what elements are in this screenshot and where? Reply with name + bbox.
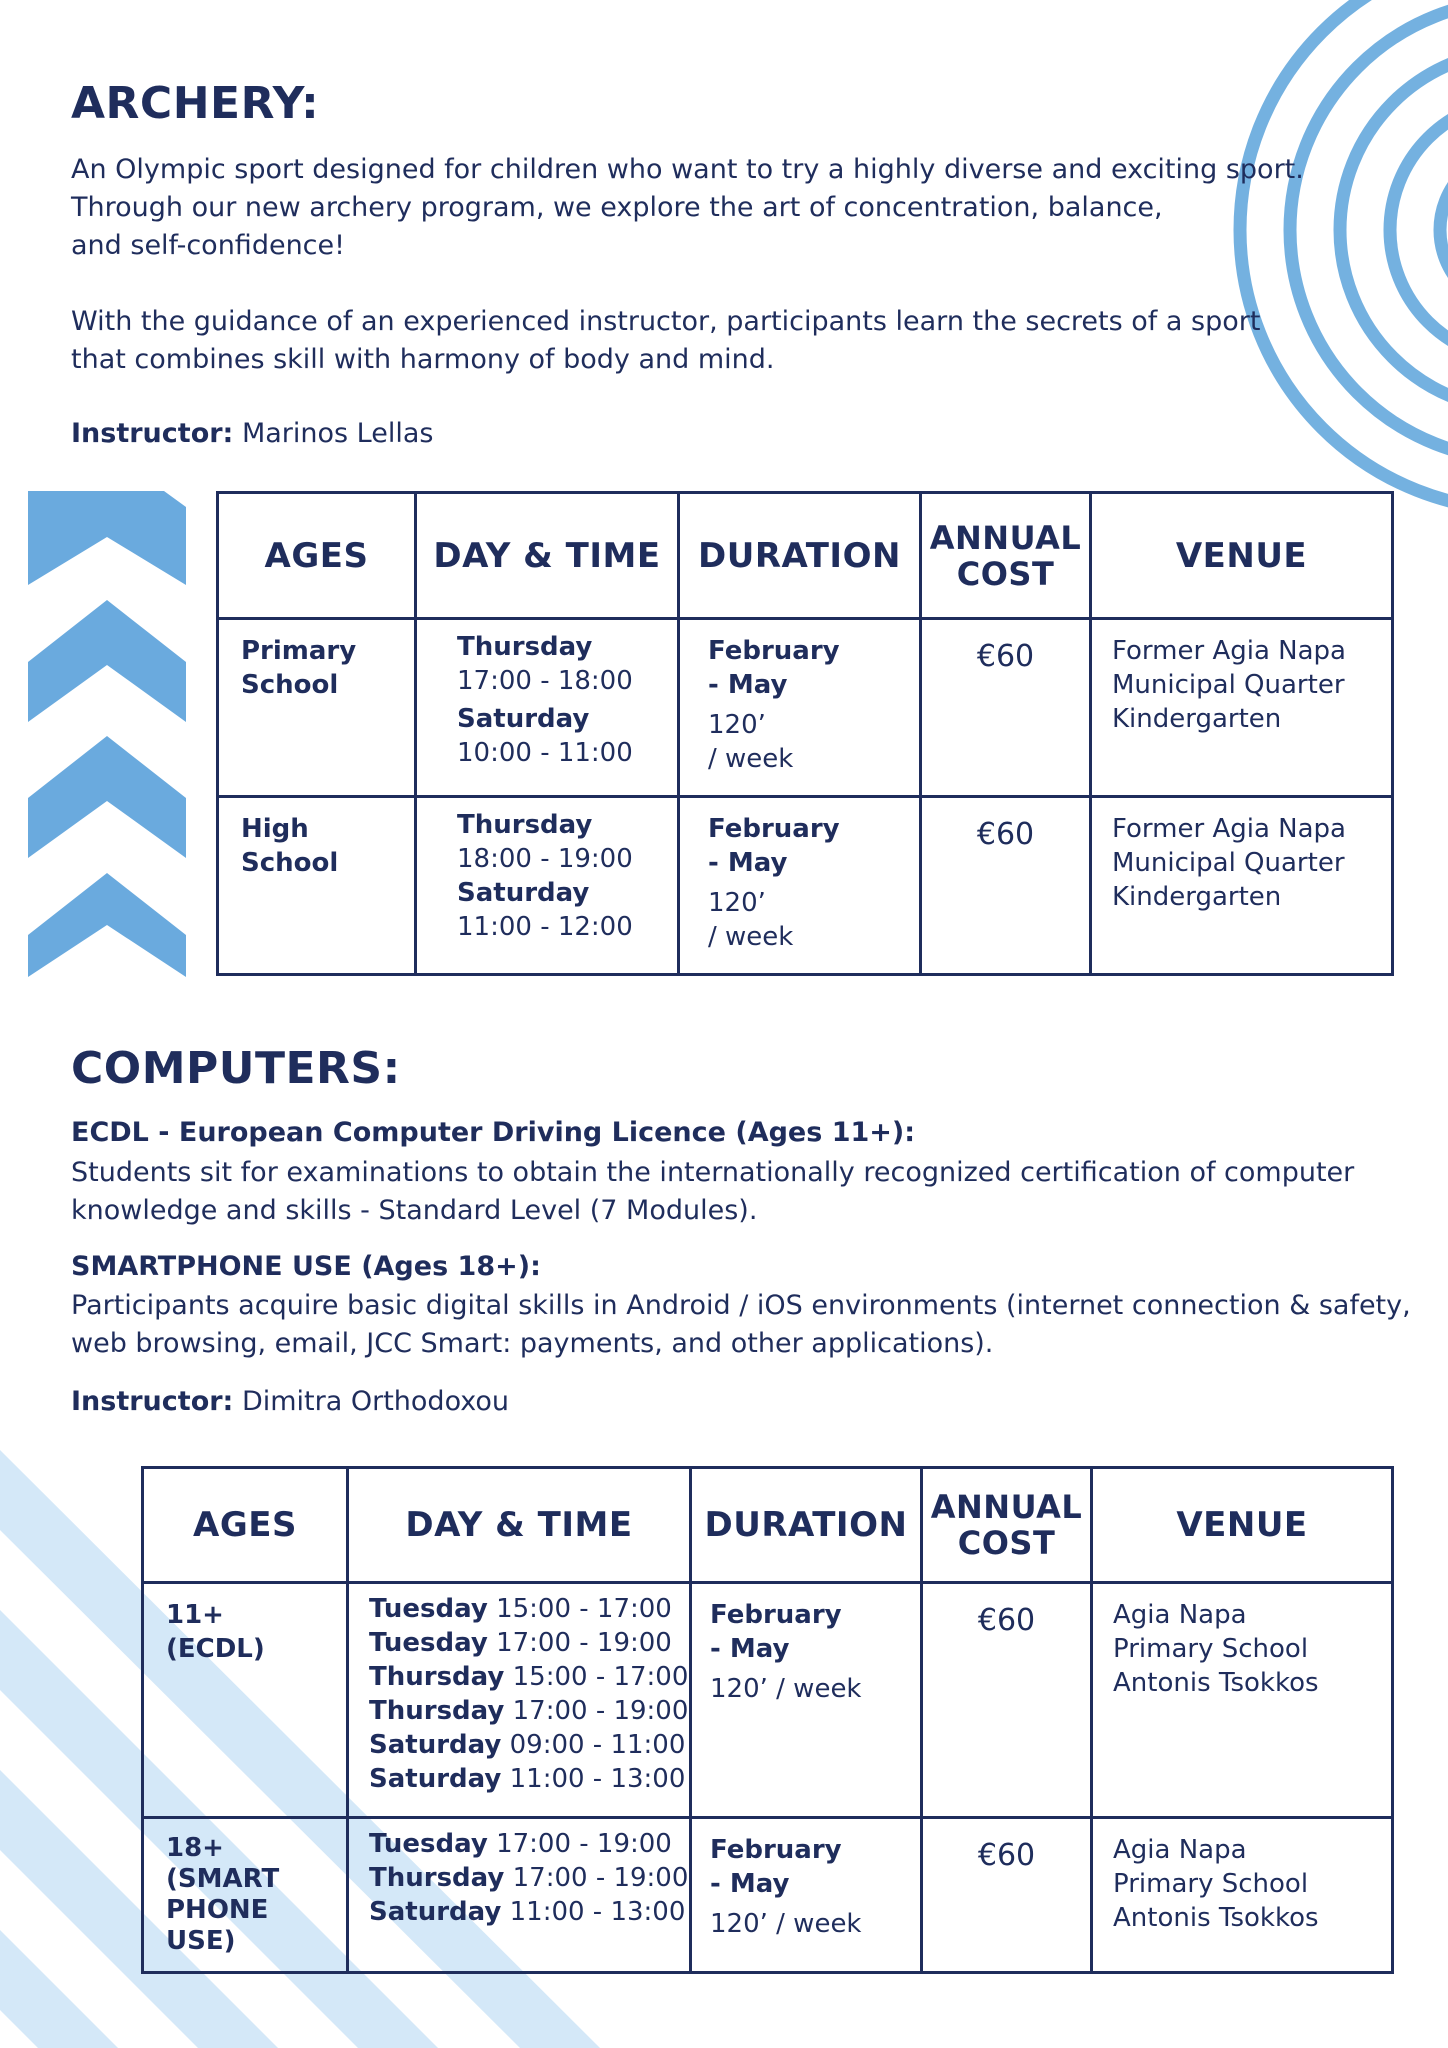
instructor-name: Dimitra Orthodoxou xyxy=(241,1386,510,1417)
header-venue: VENUE xyxy=(1091,493,1393,619)
ecdl-description: Students sit for examinations to obtain the internationally recognized certification of computer knowledge and skills - Standard Level (7 Modules). xyxy=(71,1157,1355,1226)
computers-title: COMPUTERS: xyxy=(71,1043,401,1094)
header-day-time: DAY & TIME xyxy=(348,1468,691,1583)
cost-cell: €60 xyxy=(921,797,1091,975)
ages-cell: Primary School xyxy=(218,619,416,797)
ages-cell: High School xyxy=(218,797,416,975)
day-time-cell xyxy=(348,1818,691,1973)
header-duration: DURATION xyxy=(691,1468,922,1583)
time-slot: Tuesday 17:00 - 19:00 xyxy=(369,1628,672,1658)
smartphone-description: Participants acquire basic digital skills in Android / iOS environments (internet connection & safety, web browsing, email, JCC Smart: payments, and other applications). xyxy=(71,1290,1411,1359)
archery-title: ARCHERY: xyxy=(71,78,320,129)
chevrons-decoration xyxy=(28,491,186,977)
time-slot: Saturday 09:00 - 11:00 xyxy=(369,1730,686,1760)
instructor-name: Marinos Lellas xyxy=(241,418,434,449)
time-slot: Thursday 17:00 - 19:00 xyxy=(369,1696,689,1726)
day-time-cell: Thursday 17:00 - 18:00 Saturday 10:00 - 11:00 xyxy=(416,619,679,797)
venue-cell: Former Agia Napa Municipal Quarter Kindergarten xyxy=(1091,797,1393,975)
cost-cell: €60 xyxy=(922,1583,1092,1818)
archery-schedule-table xyxy=(216,491,1394,976)
cost-cell: €60 xyxy=(921,619,1091,797)
archery-description-1: An Olympic sport designed for children who want to try a highly diverse and exciting sport. Through our new archery program, we explore the art of concentration, balance, and self-confidence! xyxy=(71,154,1304,261)
smartphone-subtitle: SMARTPHONE USE (Ages 18+): xyxy=(71,1251,541,1282)
day-time-cell: Thursday 18:00 - 19:00 Saturday 11:00 - 12:00 xyxy=(416,797,679,975)
time-slot: Tuesday 17:00 - 19:00 xyxy=(369,1829,672,1859)
time-slot: Saturday 11:00 - 13:00 xyxy=(369,1897,686,1927)
instructor-label: Instructor: xyxy=(71,418,234,449)
header-ages: AGES xyxy=(218,493,416,619)
header-ages: AGES xyxy=(143,1468,348,1583)
day-time-cell xyxy=(348,1583,691,1818)
archery-description-2: With the guidance of an experienced instructor, participants learn the secrets of a sport that combines skill with harmony of body and mind. xyxy=(71,306,1261,375)
duration-cell: February - May 120’ / week xyxy=(679,797,921,975)
ages-cell: 11+ (ECDL) xyxy=(143,1583,348,1818)
time-slot: Saturday 11:00 - 13:00 xyxy=(369,1764,686,1794)
header-annual-cost: ANNUAL COST xyxy=(922,1468,1092,1583)
cost-cell: €60 xyxy=(922,1818,1092,1973)
venue-cell: Former Agia Napa Municipal Quarter Kindergarten xyxy=(1091,619,1393,797)
computers-instructor xyxy=(71,1386,509,1417)
venue-cell: Agia Napa Primary School Antonis Tsokkos xyxy=(1092,1818,1393,1973)
ecdl-subtitle: ECDL - European Computer Driving Licence (Ages 11+): xyxy=(71,1117,916,1148)
ages-cell: 18+ (SMART PHONE USE) xyxy=(143,1818,348,1973)
venue-cell: Agia Napa Primary School Antonis Tsokkos xyxy=(1092,1583,1393,1818)
table-row xyxy=(143,1818,1393,1973)
duration-cell: February - May 120’ / week xyxy=(691,1583,922,1818)
time-slot: Tuesday 15:00 - 17:00 xyxy=(369,1594,672,1624)
duration-cell: February - May 120’ / week xyxy=(691,1818,922,1973)
header-venue: VENUE xyxy=(1092,1468,1393,1583)
table-row xyxy=(218,797,1393,975)
computers-schedule-table xyxy=(141,1466,1394,1974)
header-day-time: DAY & TIME xyxy=(416,493,679,619)
table-header-row xyxy=(143,1468,1393,1583)
header-duration: DURATION xyxy=(679,493,921,619)
instructor-label: Instructor: xyxy=(71,1386,234,1417)
header-annual-cost: ANNUAL COST xyxy=(921,493,1091,619)
archery-instructor xyxy=(71,418,433,449)
table-row xyxy=(143,1583,1393,1818)
time-slot: Thursday 17:00 - 19:00 xyxy=(369,1863,689,1893)
time-slot: Thursday 15:00 - 17:00 xyxy=(369,1662,689,1692)
table-header-row xyxy=(218,493,1393,619)
duration-cell: February - May 120’ / week xyxy=(679,619,921,797)
table-row xyxy=(218,619,1393,797)
